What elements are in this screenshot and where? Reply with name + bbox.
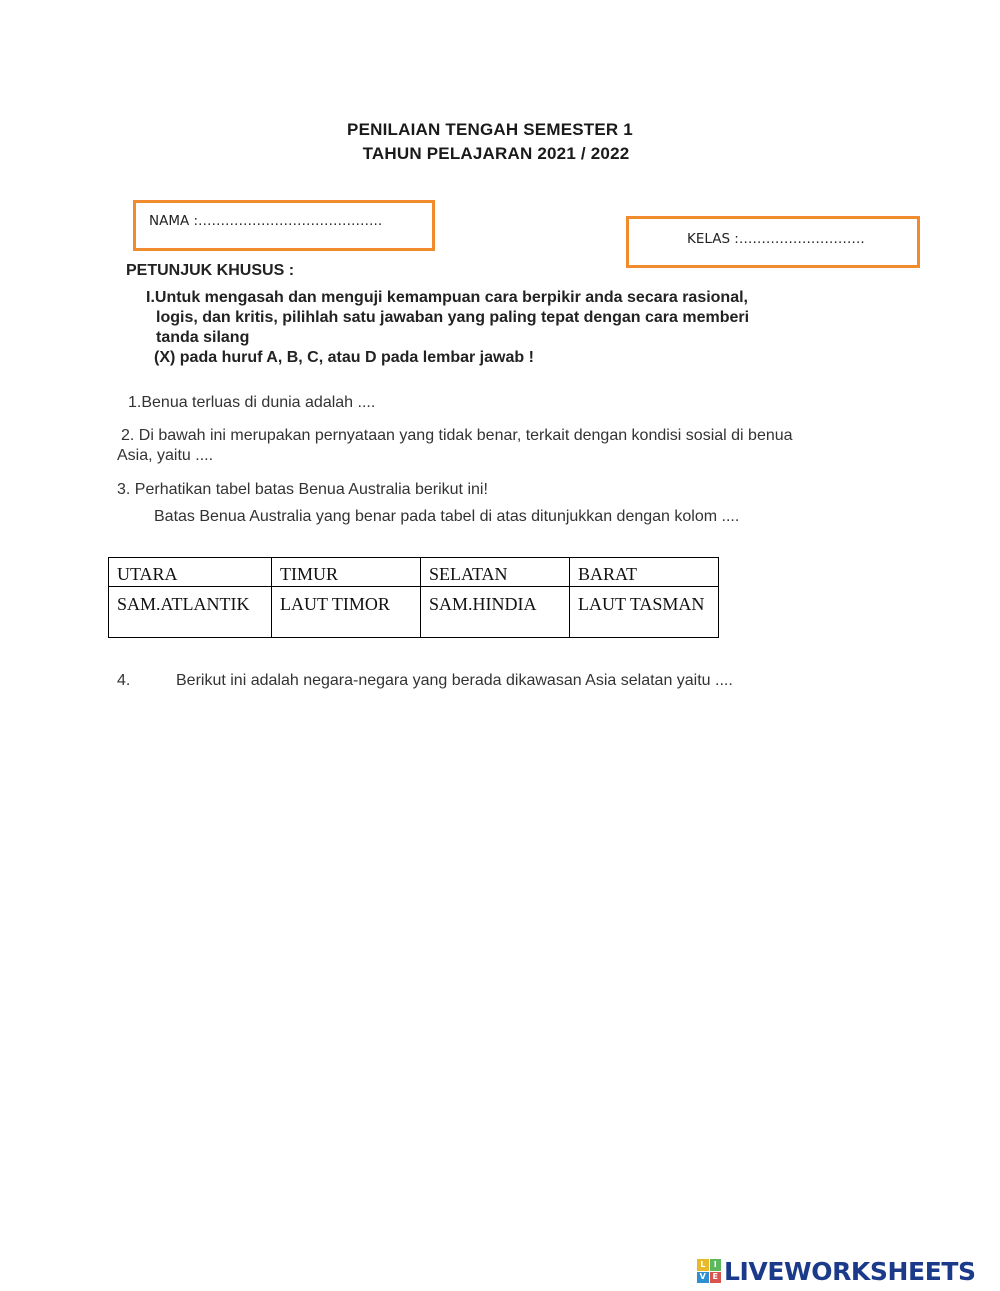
- nama-field[interactable]: [133, 200, 435, 251]
- instructions-text: [146, 288, 846, 368]
- table-cell: SAM.ATLANTIK: [109, 587, 272, 638]
- nama-label: NAMA :…………………………………..: [149, 213, 383, 229]
- instructions-line-3: tanda silang: [156, 329, 250, 346]
- logo-text: LIVEWORKSHEETS: [724, 1256, 976, 1286]
- liveworksheets-logo-icon: [697, 1259, 721, 1283]
- logo-mark-letter: I: [710, 1259, 722, 1271]
- question-3: 3. Perhatikan tabel batas Benua Australia berikut ini!: [117, 481, 488, 498]
- table-cell: LAUT TASMAN: [570, 587, 719, 638]
- page-subtitle: TAHUN PELAJARAN 2021 / 2022: [362, 144, 630, 163]
- table-header-cell: SELATAN: [421, 558, 570, 587]
- question-2-line-1: 2. Di bawah ini merupakan pernyataan yang tidak benar, terkait dengan kondisi sosial di benua: [121, 427, 793, 444]
- kelas-label: KELAS :……………………….: [687, 231, 865, 247]
- liveworksheets-logo: [697, 1256, 976, 1286]
- question-3-prompt: Batas Benua Australia yang benar pada tabel di atas ditunjukkan dengan kolom ....: [154, 508, 740, 525]
- instructions-heading: PETUNJUK KHUSUS :: [126, 262, 295, 279]
- table-row: [109, 587, 719, 638]
- question-4: Berikut ini adalah negara-negara yang berada dikawasan Asia selatan yaitu ....: [176, 672, 733, 689]
- instructions-line-4: (X) pada huruf A, B, C, atau D pada lembar jawab !: [154, 349, 534, 366]
- table-header-cell: TIMUR: [272, 558, 421, 587]
- page-title: PENILAIAN TENGAH SEMESTER 1: [347, 120, 633, 139]
- logo-mark-letter: L: [697, 1259, 709, 1271]
- kelas-field[interactable]: [626, 216, 920, 268]
- question-2-line-2: Asia, yaitu ....: [117, 447, 214, 464]
- question-2: [117, 426, 897, 466]
- table-header-row: [109, 558, 719, 587]
- table-header-cell: UTARA: [109, 558, 272, 587]
- table-cell: SAM.HINDIA: [421, 587, 570, 638]
- question-1: 1.Benua terluas di dunia adalah ....: [128, 394, 376, 411]
- instructions-line-1: I.Untuk mengasah dan menguji kemampuan cara berpikir anda secara rasional,: [146, 289, 748, 306]
- table-cell: LAUT TIMOR: [272, 587, 421, 638]
- question-4-number: 4.: [117, 672, 131, 689]
- australia-borders-table: [108, 557, 719, 638]
- table-header-cell: BARAT: [570, 558, 719, 587]
- instructions-line-2: logis, dan kritis, pilihlah satu jawaban yang paling tepat dengan cara memberi: [156, 309, 750, 326]
- logo-mark-letter: E: [710, 1272, 722, 1284]
- logo-mark-letter: V: [697, 1272, 709, 1284]
